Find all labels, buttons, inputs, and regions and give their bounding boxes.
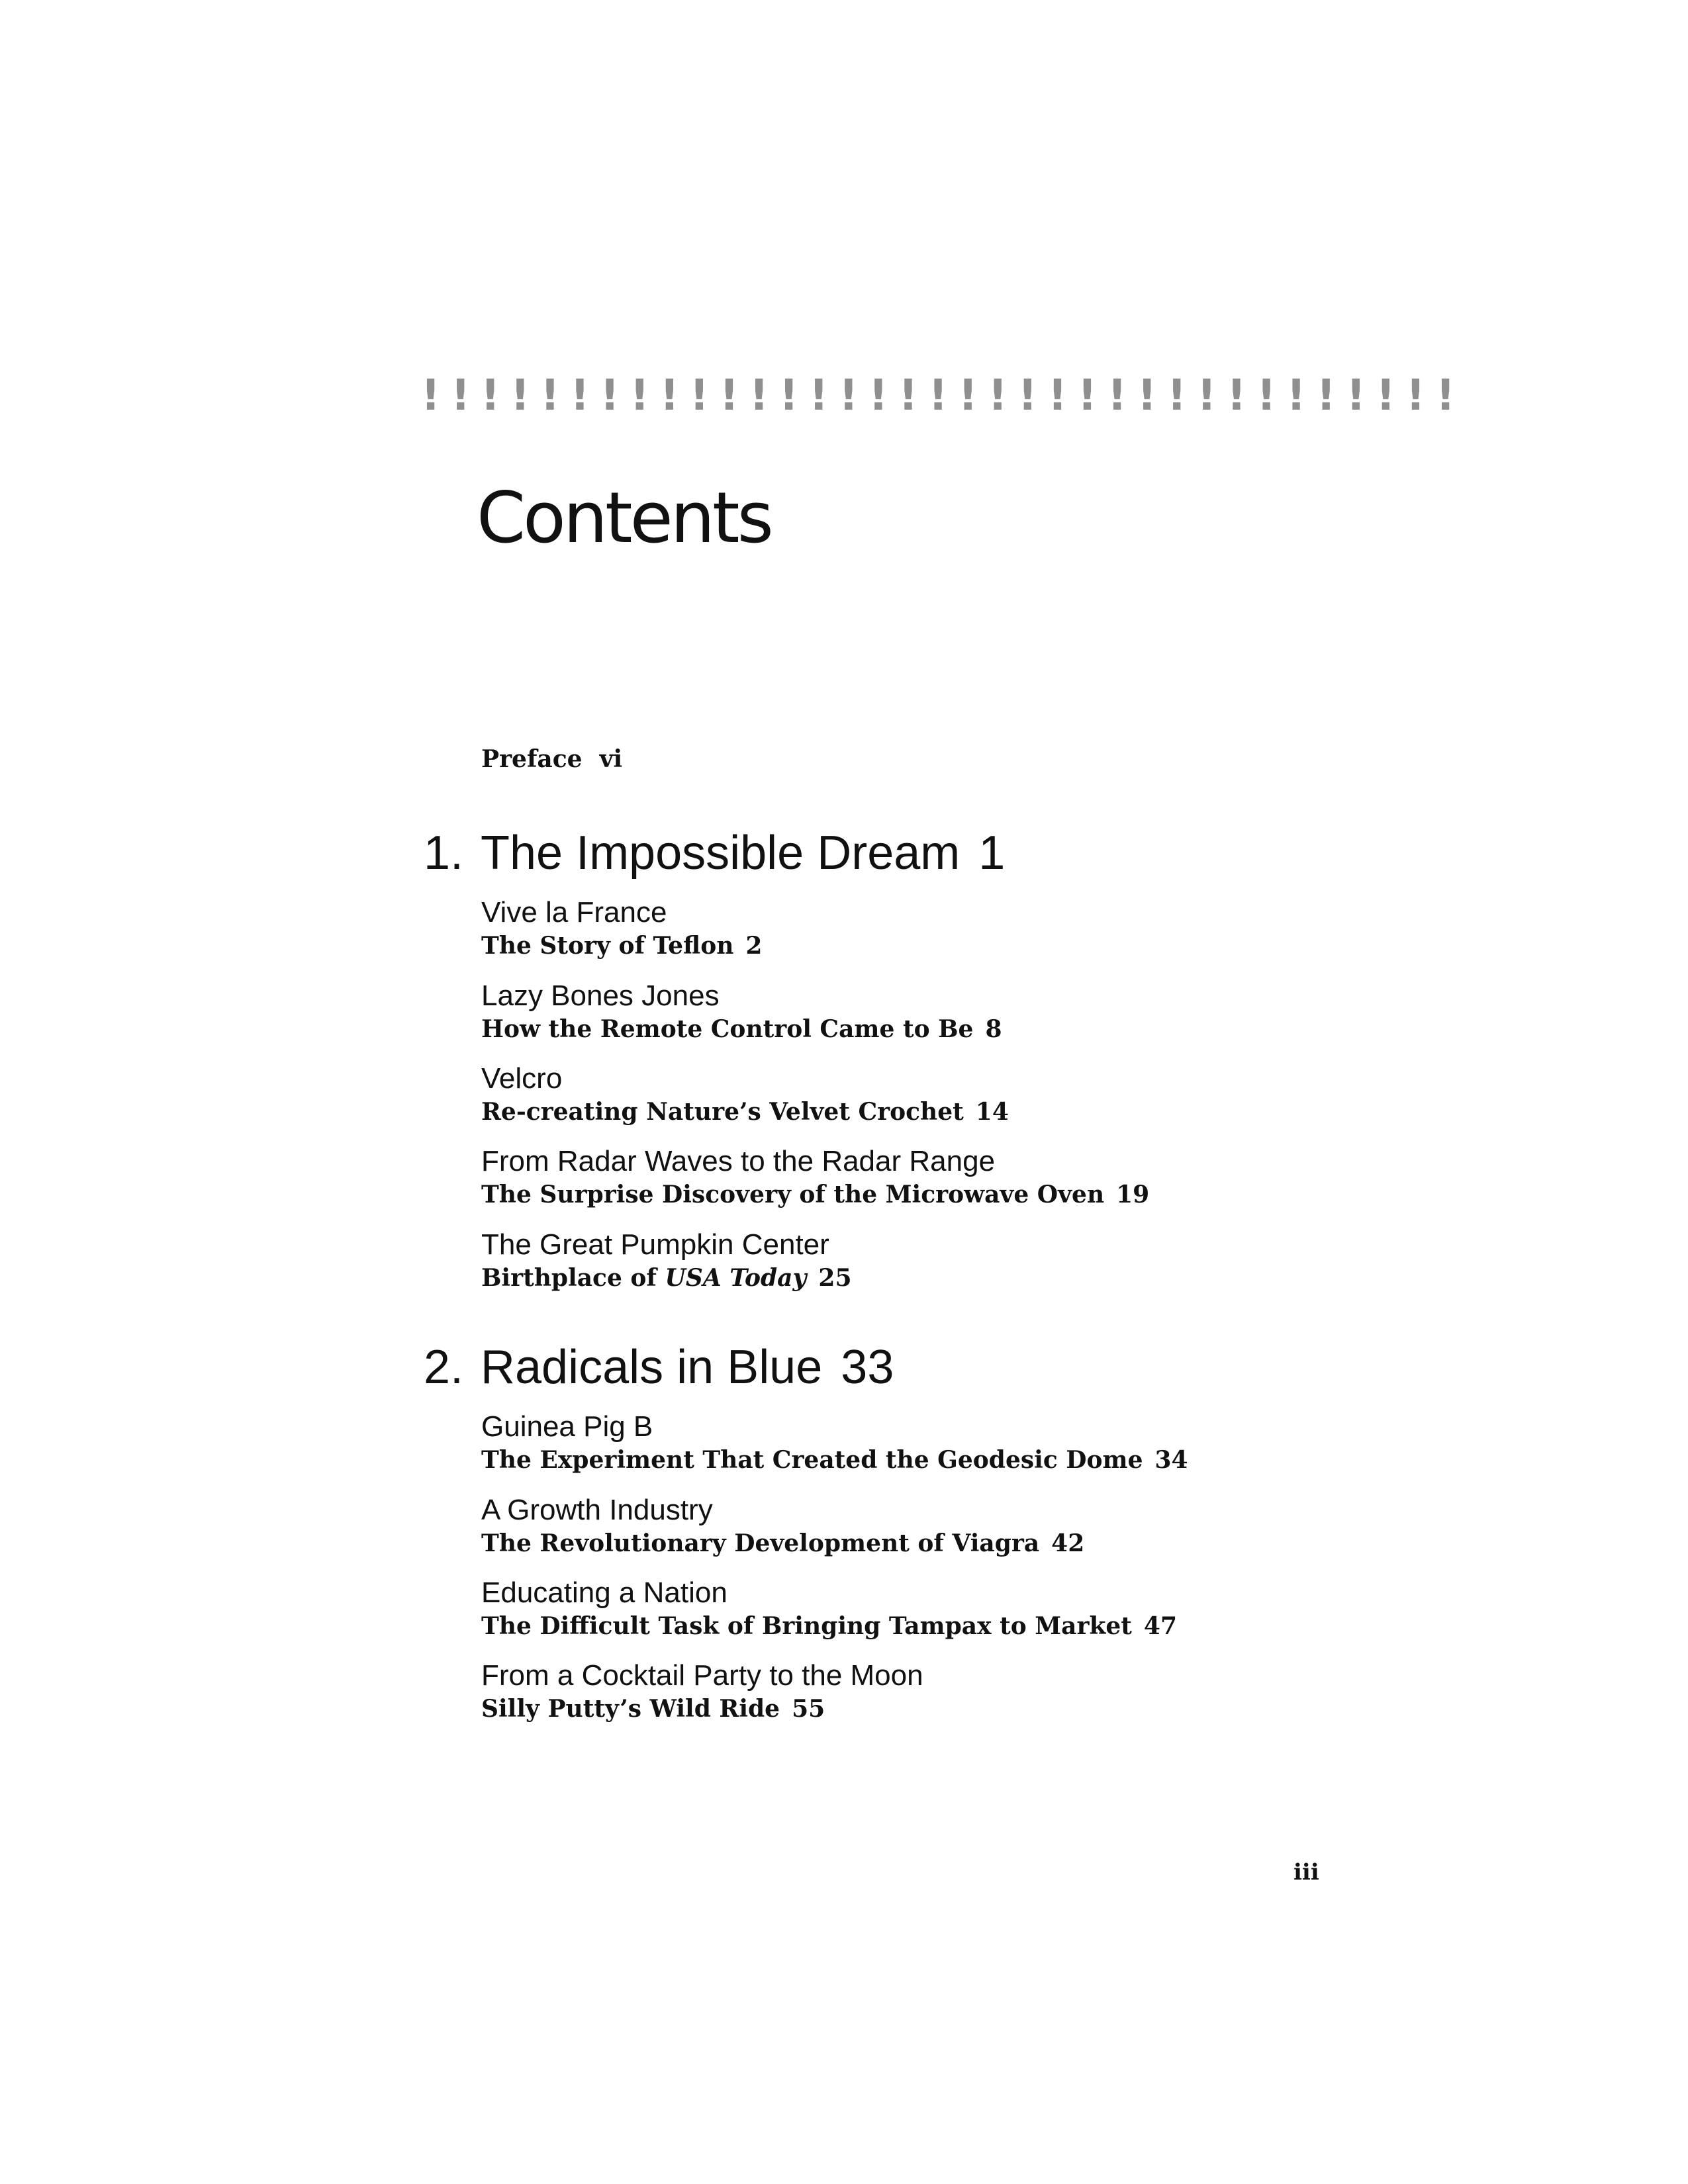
entry-subtitle: How the Remote Control Came to Be 8 — [481, 1015, 1002, 1043]
entry-subtitle-italic: USA Today — [665, 1264, 807, 1292]
toc-entry[interactable] — [481, 1659, 923, 1725]
page-number: iii — [1293, 1859, 1319, 1886]
entry-subtitle: Silly Putty’s Wild Ride 55 — [481, 1695, 825, 1723]
preface-page: vi — [599, 745, 623, 773]
page-title: Contents — [477, 477, 771, 559]
entry-subtitle: Re-creating Nature’s Velvet Crochet 14 — [481, 1098, 1009, 1126]
entry-title: Velcro — [481, 1062, 563, 1095]
entry-page: 47 — [1143, 1612, 1178, 1640]
toc-entry[interactable] — [481, 1576, 1177, 1643]
part-title: The Impossible Dream — [481, 827, 961, 880]
toc-entry[interactable] — [481, 1494, 1084, 1560]
part-heading[interactable] — [424, 1338, 894, 1397]
toc-entry[interactable] — [481, 896, 762, 962]
entry-subtitle: Birthplace of USA Today 25 — [481, 1264, 852, 1292]
entry-title: From a Cocktail Party to the Moon — [481, 1659, 923, 1692]
part-number: 2. — [424, 1341, 464, 1394]
entry-page: 42 — [1051, 1529, 1085, 1557]
toc-entry[interactable] — [481, 1145, 1149, 1211]
part-number: 1. — [424, 827, 464, 880]
entry-subtitle: The Surprise Discovery of the Microwave Oven 19 — [481, 1181, 1150, 1208]
entry-title: The Great Pumpkin Center — [481, 1228, 829, 1261]
entry-page: 25 — [818, 1264, 852, 1292]
part-heading[interactable] — [424, 823, 1005, 883]
entry-title: A Growth Industry — [481, 1494, 713, 1526]
entry-page: 2 — [745, 932, 763, 960]
entry-title: Lazy Bones Jones — [481, 979, 720, 1012]
toc-entry[interactable] — [481, 1228, 852, 1295]
entry-page: 19 — [1116, 1181, 1150, 1208]
toc-entry[interactable] — [481, 979, 1002, 1046]
entry-subtitle: The Difficult Task of Bringing Tampax to Market 47 — [481, 1612, 1178, 1640]
entry-title: Guinea Pig B — [481, 1410, 653, 1443]
preface-label: Preface — [481, 745, 583, 773]
entry-subtitle: The Story of Teflon 2 — [481, 932, 763, 960]
entry-page: 8 — [985, 1015, 1002, 1043]
toc-entry[interactable] — [481, 1410, 1188, 1477]
part-title: Radicals in Blue — [481, 1341, 823, 1394]
part-page: 33 — [841, 1341, 894, 1394]
entry-page: 34 — [1154, 1446, 1188, 1474]
entry-subtitle: The Revolutionary Development of Viagra 42 — [481, 1529, 1085, 1557]
toc-entry[interactable] — [481, 1062, 1009, 1128]
exclamation-ornament-rule: !!!!!!!!!!!!!!!!!!!!!!!!!!!!!!!!!!! — [421, 371, 1466, 420]
entry-title: From Radar Waves to the Radar Range — [481, 1145, 996, 1177]
entry-subtitle: The Experiment That Created the Geodesic Dome 34 — [481, 1446, 1188, 1474]
part-page: 1 — [978, 827, 1006, 880]
entry-title: Vive la France — [481, 896, 667, 929]
toc-preface[interactable] — [481, 743, 622, 776]
entry-title: Educating a Nation — [481, 1576, 727, 1609]
entry-page: 14 — [975, 1098, 1009, 1126]
entry-page: 55 — [792, 1695, 825, 1723]
